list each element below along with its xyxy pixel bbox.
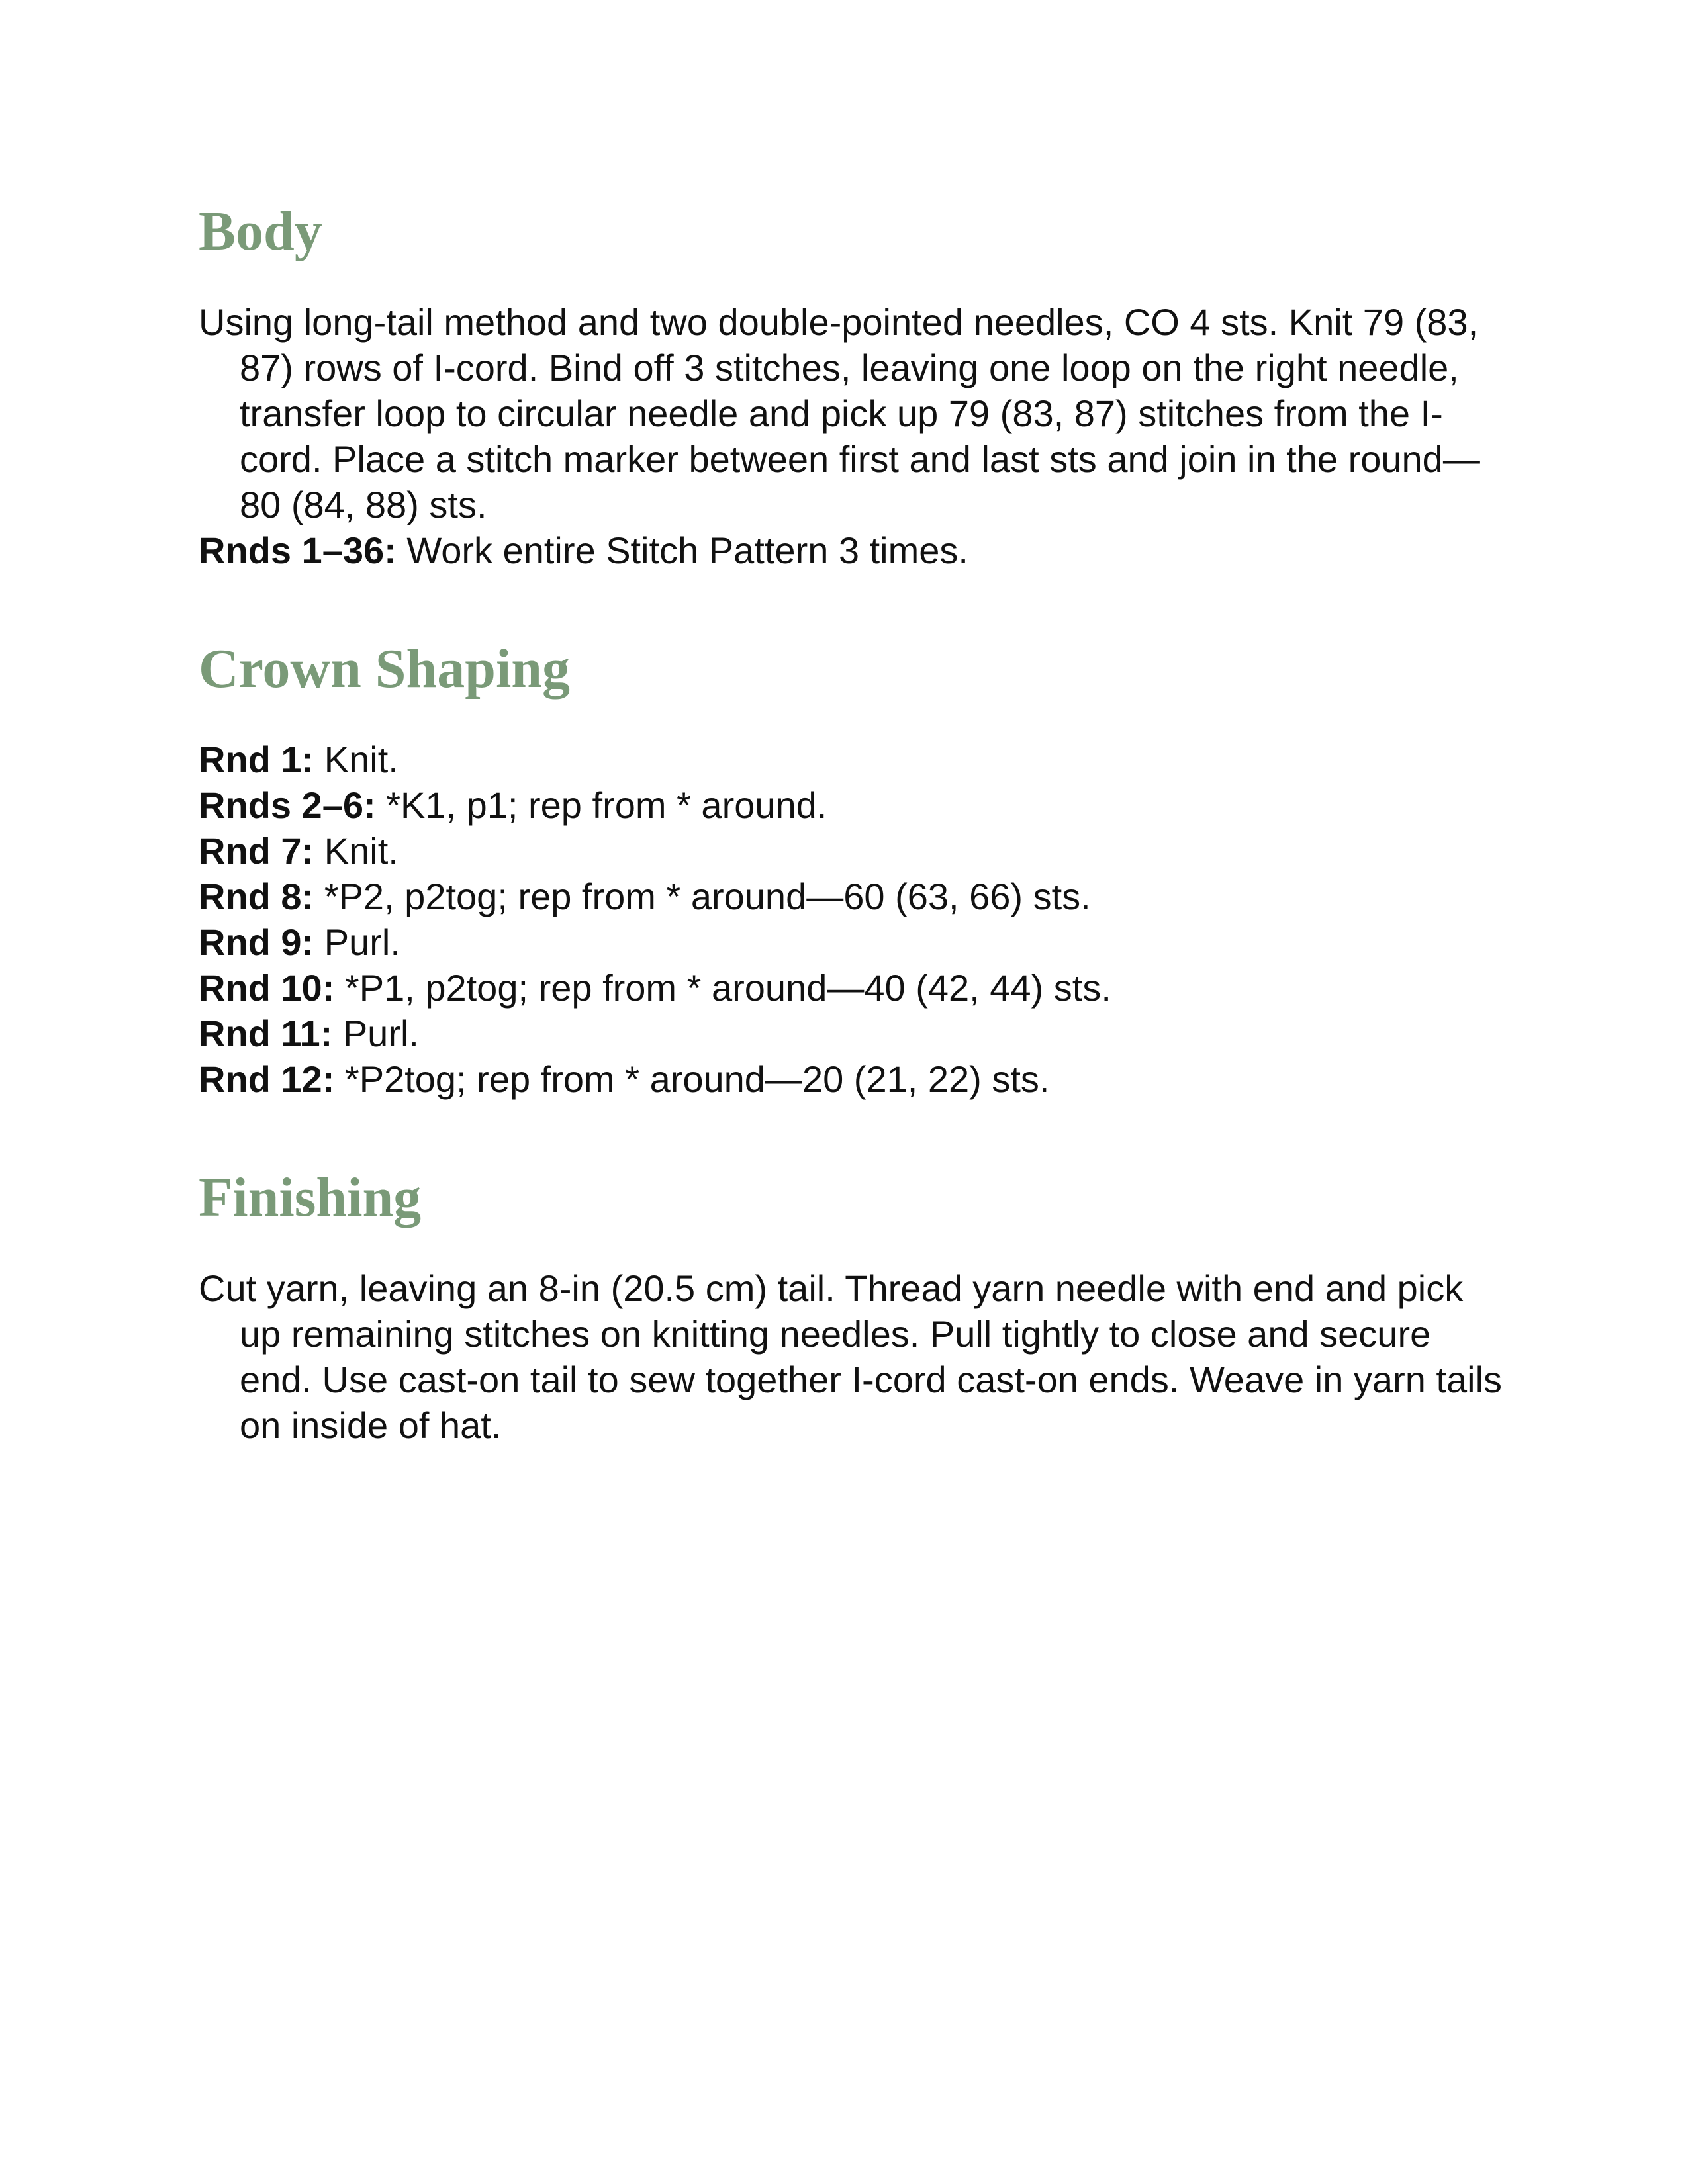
round-label: Rnds 1–36: — [199, 529, 397, 571]
crown-round-row — [199, 782, 1509, 828]
crown-round-row — [199, 965, 1509, 1011]
crown-round-row — [199, 1056, 1509, 1102]
round-text: *P2, p2tog; rep from * around—60 (63, 66) sts. — [314, 876, 1091, 917]
body-round-row — [199, 527, 1509, 573]
finishing-paragraph: Cut yarn, leaving an 8-in (20.5 cm) tail. Thread yarn needle with end and pick up remaining stitches on knitting needles. Pull tightly to close and secure end. Use cast-on tail to sew together I-cord cast-on ends. Weave in yarn tails on inside of hat. — [199, 1267, 1503, 1446]
round-text: *P1, p2tog; rep from * around—40 (42, 44) sts. — [334, 967, 1111, 1009]
round-label: Rnd 7: — [199, 830, 314, 872]
crown-round-row — [199, 919, 1509, 965]
round-label: Rnd 9: — [199, 921, 314, 963]
crown-round-row — [199, 874, 1509, 919]
crown-shaping-heading: Crown Shaping — [199, 638, 571, 700]
crown-round-row — [199, 737, 1509, 782]
body-heading: Body — [199, 201, 322, 262]
round-text: *K1, p1; rep from * around. — [375, 784, 827, 826]
crown-shaping-section — [199, 636, 1509, 1102]
round-text: Purl. — [314, 921, 400, 963]
round-label: Rnds 2–6: — [199, 784, 376, 826]
finishing-heading: Finishing — [199, 1167, 422, 1228]
round-text: *P2tog; rep from * around—20 (21, 22) sts. — [334, 1058, 1050, 1100]
round-label: Rnd 8: — [199, 876, 314, 917]
round-label: Rnd 1: — [199, 739, 314, 780]
round-label: Rnd 12: — [199, 1058, 335, 1100]
round-text: Work entire Stitch Pattern 3 times. — [396, 529, 968, 571]
round-text: Knit. — [314, 739, 399, 780]
crown-round-row — [199, 828, 1509, 874]
document-page — [199, 199, 1509, 1448]
crown-round-row — [199, 1011, 1509, 1056]
round-text: Purl. — [332, 1013, 419, 1054]
body-section — [199, 199, 1509, 573]
round-text: Knit. — [314, 830, 399, 872]
body-intro-paragraph: Using long-tail method and two double-pointed needles, CO 4 sts. Knit 79 (83, 87) rows of I-cord. Bind off 3 stitches, leaving one loop on the right needle, transfer loop to circular needle and pick up 79 (83, 87) stitches from the I-cord. Place a stitch marker between first and last sts and join in the round—80 (84, 88) sts. — [199, 301, 1480, 525]
round-label: Rnd 11: — [199, 1013, 333, 1054]
round-label: Rnd 10: — [199, 967, 335, 1009]
finishing-section — [199, 1165, 1509, 1448]
